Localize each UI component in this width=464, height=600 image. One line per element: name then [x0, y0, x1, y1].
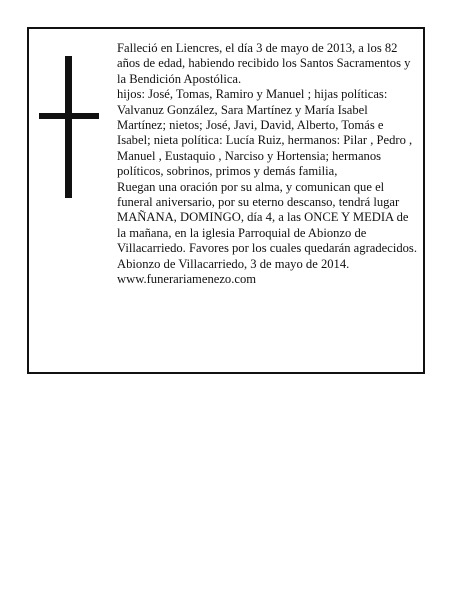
- funeral-home-url: www.funerariamenezo.com: [117, 272, 257, 287]
- cross-icon: [39, 56, 99, 198]
- notice-body: [117, 41, 419, 288]
- family-list: hijos: José, Tomas, Ramiro y Manuel ; hijas políticas: Valvanuz González, Sara Martínez y María Isabel Martínez; nietos; José, Javi, David, Alberto, Tomás e Isabel; nieta política: Lucía Ruiz, hermanos: Pilar , Pedro , Manuel , Eustaquio , Narciso y Hortensia; hermanos políticos, sobrinos, primos y demás familia,: [117, 87, 413, 179]
- death-announcement: Falleció en Liencres, el día 3 de mayo de 2013, a los 82 años de edad, habiendo recibido los Santos Sacramentos y la Bendición Apostólica.: [117, 41, 411, 86]
- cross-horizontal-bar: [39, 113, 99, 119]
- funeral-details: Ruegan una oración por su alma, y comunican que el funeral aniversario, por su eterno descanso, tendrá lugar MAÑANA, DOMINGO, día 4, a las ONCE Y MEDIA de la mañana, en la iglesia Parroquial de Abionzo de Villacarriedo. Favores por los cuales quedarán agradecidos.: [117, 179, 417, 256]
- cross-vertical-bar: [65, 56, 72, 198]
- place-and-date: Abionzo de Villacarriedo, 3 de mayo de 2014.: [117, 256, 350, 271]
- obituary-notice: [27, 27, 425, 374]
